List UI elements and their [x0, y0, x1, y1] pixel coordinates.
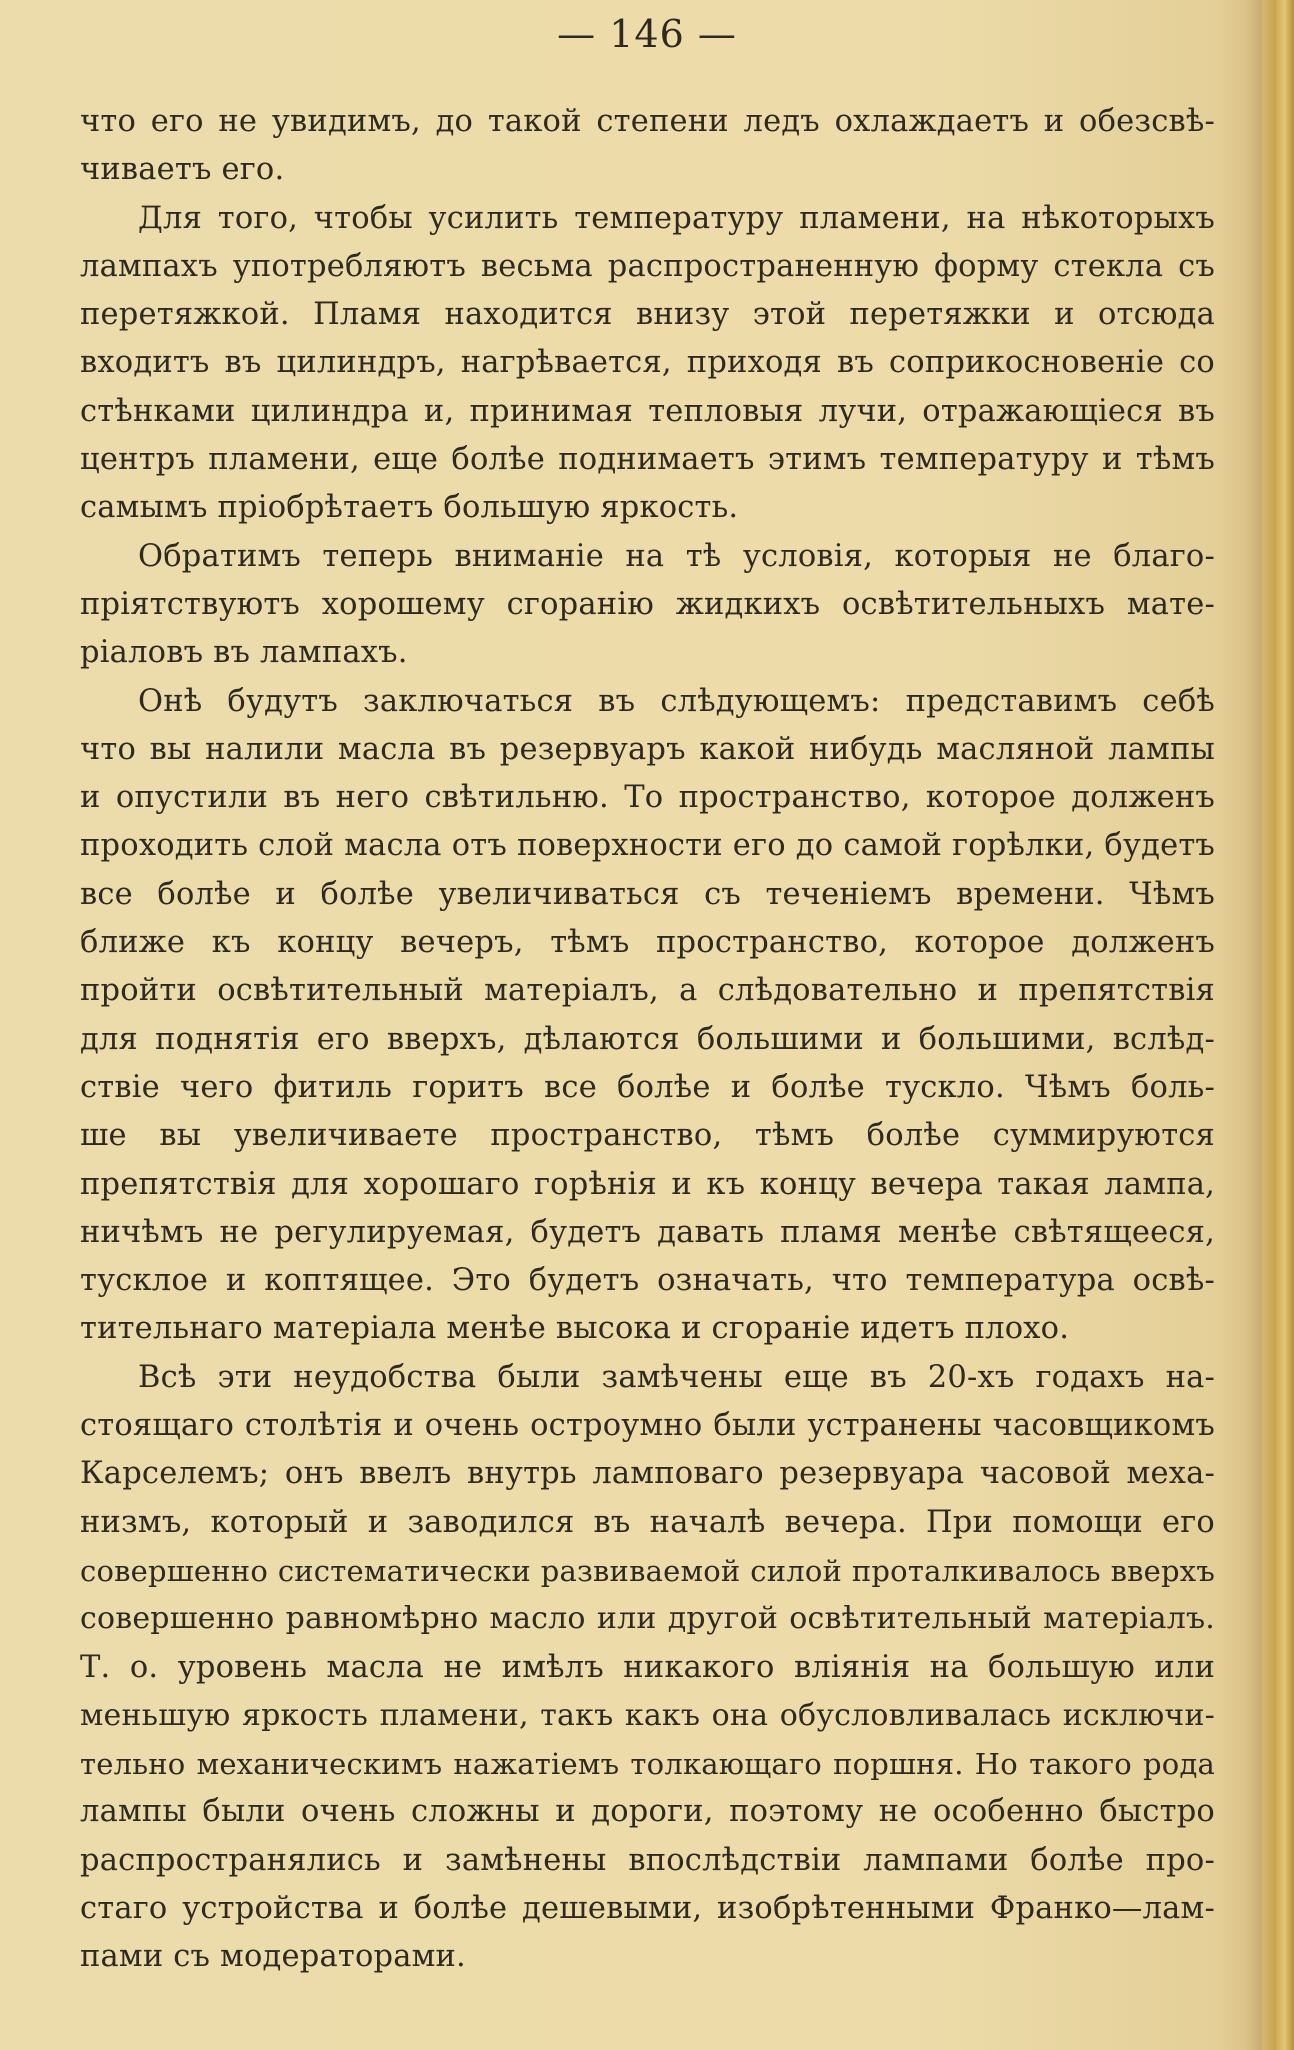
text-line: меньшую яркость пламени, такъ какъ она обусловливалась исключи- [80, 1697, 1215, 1733]
text-line: самымъ пріобрѣтаетъ большую яркость. [80, 490, 739, 526]
text-line: тительнаго матеріала менѣе высока и сгораніе идетъ плохо. [80, 1311, 1070, 1347]
text-line: тусклое и коптящее. Это будетъ означать, что температура освѣ- [80, 1263, 1215, 1299]
text-line: Для того, чтобы усилить температуру пламени, на нѣкоторыхъ [138, 200, 1215, 236]
text-line: низмъ, который и заводился въ началѣ вечера. При помощи его [80, 1504, 1215, 1540]
text-line: центръ пламени, еще болѣе поднимаетъ этимъ температуру и тѣмъ [80, 442, 1215, 478]
text-line: и опустили въ него свѣтильню. То пространство, которое долженъ [80, 780, 1215, 816]
text-line: перетяжкой. Пламя находится внизу этой перетяжки и отсюда [80, 297, 1215, 333]
text-line: что его не увидимъ, до такой степени ледъ охлаждаетъ и обезсвѣ- [80, 104, 1215, 139]
text-line: ближе къ концу вечеръ, тѣмъ пространство, которое долженъ [80, 925, 1215, 961]
text-line: тельно механическимъ нажатіемъ толкающаго поршня. Но такого рода [80, 1747, 1215, 1782]
text-line: для поднятія его вверхъ, дѣлаются большими и большими, вслѣд- [80, 1021, 1215, 1057]
text-line: Обратимъ теперь вниманіе на тѣ условія, которыя не благо- [138, 538, 1215, 574]
body-text [80, 98, 1215, 1982]
text-line: чиваетъ его. [80, 152, 285, 188]
text-line: распространялись и замѣнены впослѣдствіи лампами болѣе про- [80, 1842, 1215, 1878]
text-line: проходить слой масла отъ поверхности его до самой горѣлки, будетъ [80, 828, 1215, 864]
text-line: пріятствуютъ хорошему сгоранію жидкихъ освѣтительныхъ мате- [80, 586, 1215, 622]
text-line: препятствія для хорошаго горѣнія и къ концу вечера такая лампа, [80, 1166, 1215, 1202]
text-line: что вы налили масла въ резервуаръ какой нибудь масляной лампы [80, 731, 1215, 767]
text-line: лампахъ употребляютъ весьма распространенную форму стекла съ [80, 248, 1215, 284]
text-line: ничѣмъ не регулируемая, будетъ давать пламя менѣе свѣтящееся, [80, 1214, 1215, 1250]
text-line: пройти освѣтительный матеріалъ, а слѣдовательно и препятствія [80, 973, 1215, 1009]
text-line: входитъ въ цилиндръ, нагрѣвается, приходя въ соприкосновеніе со [80, 345, 1215, 381]
text-line: лампы были очень сложны и дороги, поэтому не особенно быстро [80, 1794, 1215, 1830]
text-line: ствіе чего фитиль горитъ все болѣе и болѣе тускло. Чѣмъ боль- [80, 1069, 1215, 1105]
text-line: ше вы увеличиваете пространство, тѣмъ болѣе суммируются [80, 1118, 1215, 1154]
text-line: совершенно равномѣрно масло или другой освѣтительный матеріалъ. [80, 1601, 1215, 1637]
text-line: Т. о. уровень масла не имѣлъ никакого вліянія на большую или [80, 1649, 1215, 1685]
text-line: совершенно систематически развиваемой силой проталкивалось вверхъ [80, 1553, 1215, 1588]
text-line: все болѣе и болѣе увеличиваться съ теченіемъ времени. Чѣмъ [80, 876, 1215, 912]
text-line: Всѣ эти неудобства были замѣчены еще въ 20-хъ годахъ на- [138, 1359, 1215, 1395]
book-spine-edge [1262, 0, 1294, 2050]
text-line: пами съ модераторами. [80, 1939, 466, 1975]
text-line: ріаловъ въ лампахъ. [80, 635, 408, 671]
text-line: стаго устройства и болѣе дешевыми, изобрѣтенными Франко—лам- [80, 1890, 1215, 1926]
text-line: Карселемъ; онъ ввелъ внутрь ламповаго резервуара часовой меха- [80, 1456, 1215, 1492]
text-line: стоящаго столѣтія и очень остроумно были устранены часовщикомъ [80, 1408, 1215, 1444]
page-number: — 146 — [557, 12, 737, 56]
text-line: Онѣ будутъ заключаться въ слѣдующемъ: представимъ себѣ [138, 683, 1215, 719]
text-line: стѣнками цилиндра и, принимая тепловыя лучи, отражающіеся въ [80, 393, 1215, 429]
